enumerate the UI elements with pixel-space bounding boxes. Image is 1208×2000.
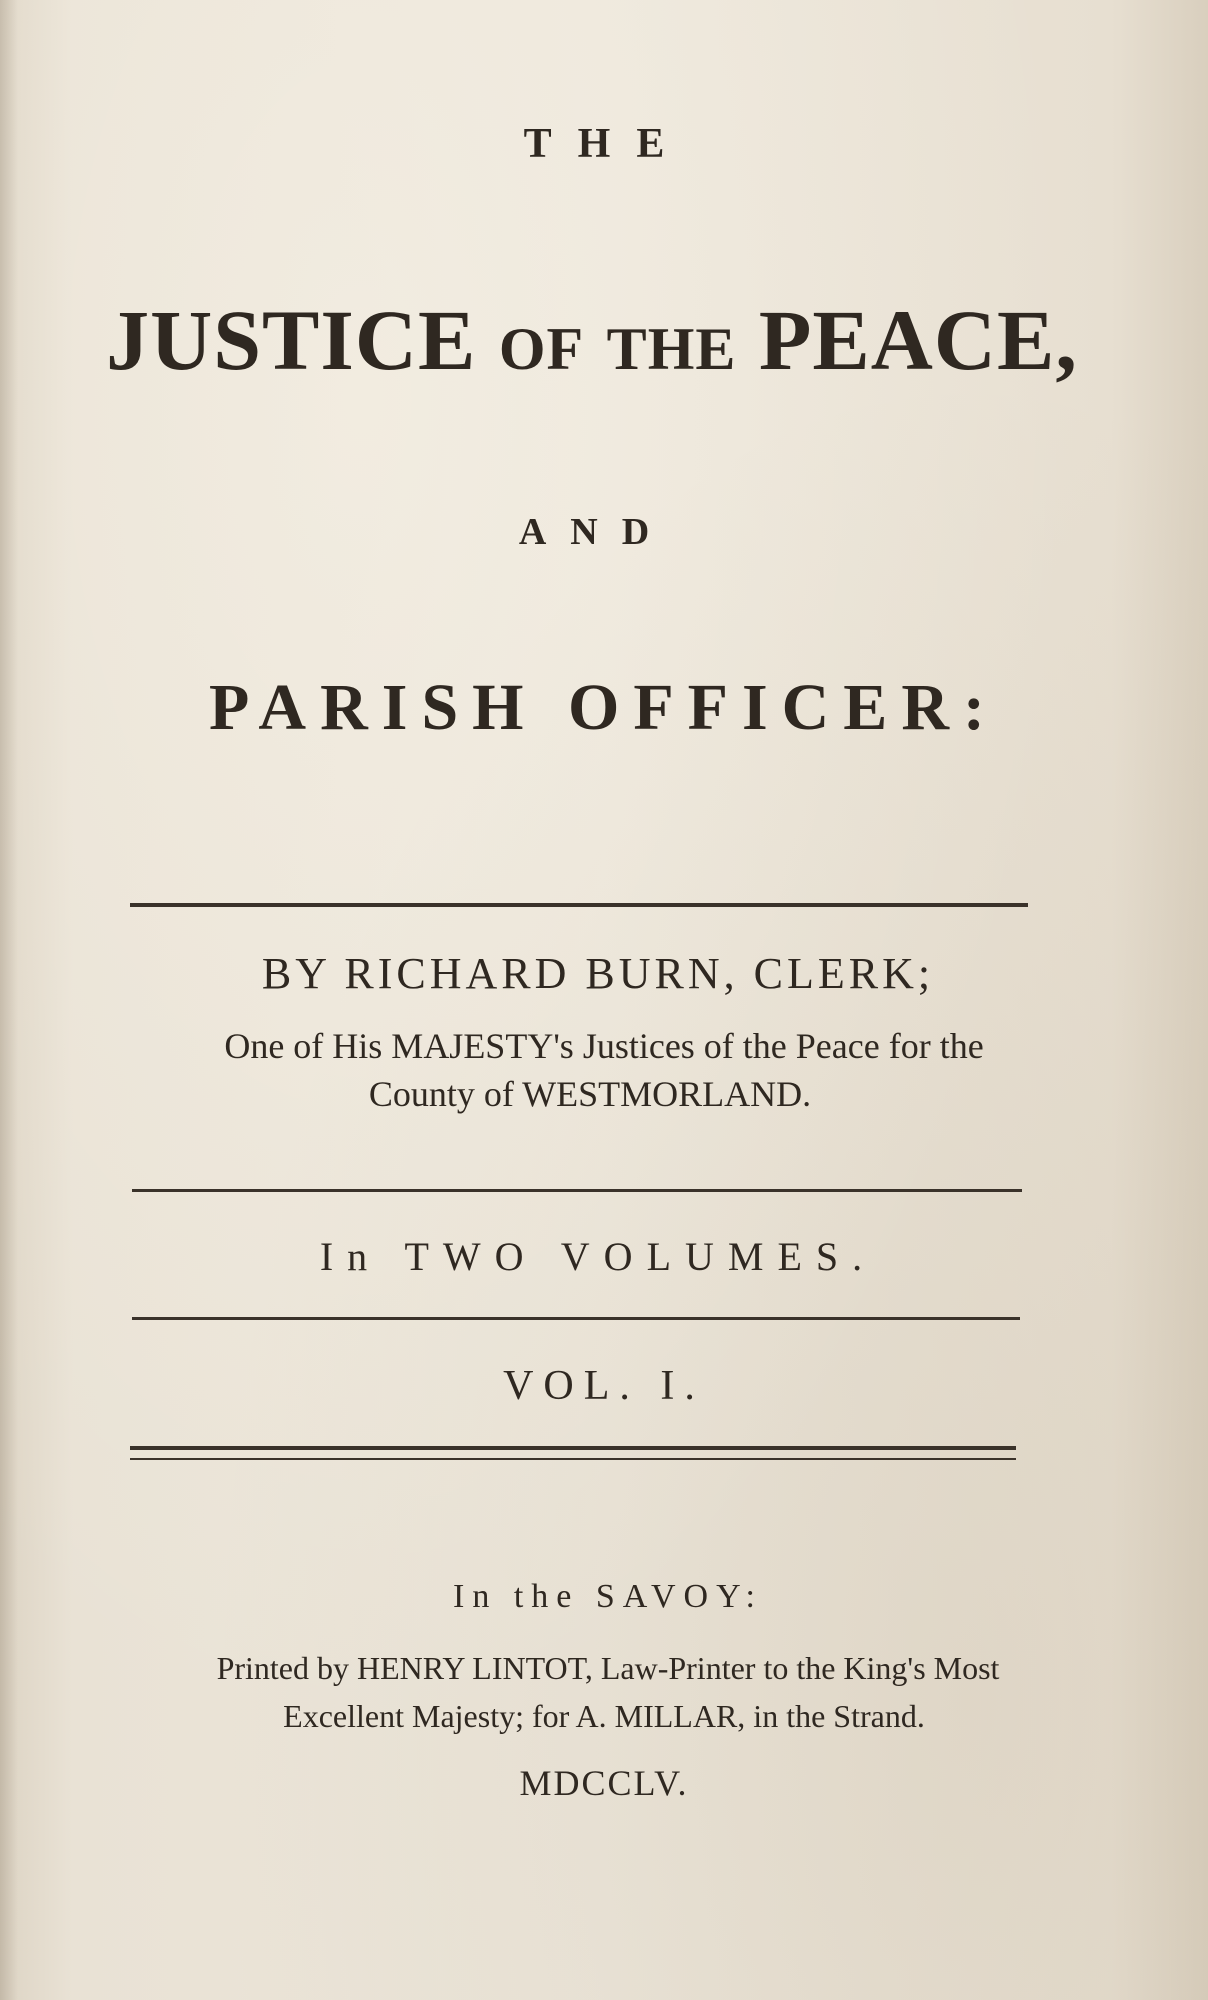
author-line: BY RICHARD BURN, CLERK; [261, 949, 935, 998]
author-office-line-1: One of His MAJESTY's Justices of the Peace for the [224, 1026, 984, 1066]
title-justice-of-the-peace: JUSTICE of the PEACE, [106, 292, 1078, 388]
divider-rule [132, 1317, 1020, 1320]
imprint-date: MDCCLV. [519, 1763, 689, 1803]
double-rule-top [130, 1446, 1016, 1450]
title-and: AND [518, 511, 674, 553]
imprint-line-2: Excellent Majesty; for A. MILLAR, in the Strand. [283, 1698, 925, 1734]
divider-rule [132, 1189, 1022, 1192]
divider-rule [130, 903, 1028, 907]
title-parish-officer: PARISH OFFICER: [209, 671, 999, 744]
double-rule-bottom [130, 1458, 1016, 1460]
author-office-line-2: County of WESTMORLAND. [368, 1074, 812, 1114]
imprint-line-1: Printed by HENRY LINTOT, Law-Printer to the King's Most [216, 1650, 1000, 1686]
imprint-place: In the SAVOY: [453, 1578, 763, 1615]
volumes-line: In TWO VOLUMES. [319, 1234, 877, 1279]
title-the: THE [523, 121, 691, 167]
volume-number: VOL. I. [503, 1363, 705, 1409]
